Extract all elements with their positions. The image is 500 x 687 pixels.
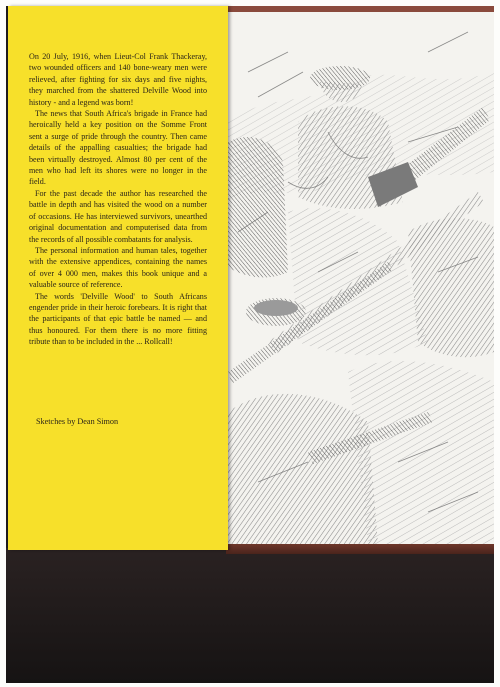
blurb-text bbox=[29, 51, 207, 348]
pencil-sketch bbox=[228, 12, 494, 544]
blurb-paragraph: The news that South Africa's brigade in France had heroically held a key position on the Somme Front sent a surge of pride through the country. Then came details of the appalling casualties; the brigade had been virtually destroyed. Almost 80 per cent of the men who had left its shores were no longer in the field. bbox=[29, 109, 207, 187]
sketch-illustration-soldiers bbox=[228, 12, 494, 544]
blurb-paragraph: For the past decade the author has researched the battle in depth and has visited the wood on a number of occasions. He has interviewed survivors, unearthed original documentation and computerised data from the records of all possible combatants for analysis. bbox=[29, 188, 207, 244]
sketch-credit: Sketches by Dean Simon bbox=[36, 417, 119, 426]
blurb-paragraph: The personal information and human tales, together with the extensive appendices, containing the names of over 4 000 men, makes this book unique and a valuable source of reference. bbox=[29, 245, 207, 290]
book-bottom-dark-area bbox=[6, 548, 494, 683]
blurb-paragraph: The words 'Delville Wood' to South Africans engender pride in their heroic forebears. It is right that the participants of that epic battle be named — and thus honoured. For them there is no more fitting tribute than to be included in the ... Rollcall! bbox=[29, 291, 207, 347]
blurb-paragraph: On 20 July, 1916, when Lieut-Col Frank Thackeray, two wounded officers and 140 bone-weary men were relieved, after fighting for six days and five nights, they marched from the shattered Delville Wood into history - and a legend was born! bbox=[29, 52, 207, 107]
